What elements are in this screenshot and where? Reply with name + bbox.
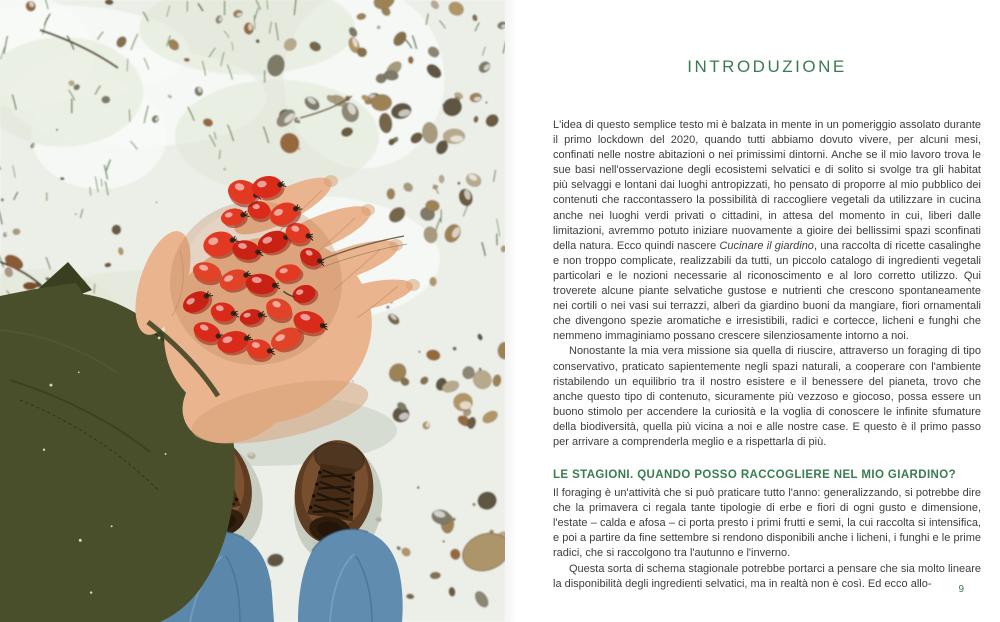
chapter-title: INTRODUZIONE <box>687 57 847 76</box>
right-page <box>505 0 1000 622</box>
paragraph-1 <box>553 118 981 344</box>
text-column <box>553 0 981 592</box>
book-title-italic: Cucinare il giardino <box>719 239 814 252</box>
paragraph-1-continued: , una raccolta di ricette casalinghe e non troppo complicate, realizzabili da tutti, un piccolo catalogo di ingredienti vegetali particolari e le nozioni necessarie al riconoscimento e al loro corretto utilizzo. Qui troverete alcune piante selvatiche gustose e nutrienti che crescono spontaneamente nei cortili o nei vasi sui terrazzi, alberi da giardino buoni da mangiare, fiori ornamentali che divengono spezie aromatiche e irresistibili, radici e cortecce, licheni e funghi che nemmeno immaginiamo possano crescere silenziosamente intorno a noi. <box>553 239 981 343</box>
page-number: 9 <box>958 584 964 595</box>
paragraph-2: Nonostante la mia vera missione sia quella di riuscire, attraverso un foraging di tipo conservativo, praticato sapientemente negli spazi naturali, a cooperare con l'ambiente ristabilendo un equilibrio tra il nostro esistere e il benessere del pianeta, trovo che anche questo tipo di contenuto, sicuramente più vezzoso e giocoso, possa essere un buono stimolo per accendere la curiosità e la voglia di conoscere le infinite sfumature della biodiversità, quella più vicina a noi e alle nostre case. E questo è il primo passo per arrivare a comprenderla meglio e a rispettarla di più. <box>553 345 981 448</box>
paragraph-4: Questa sorta di schema stagionale potrebbe portarci a pensare che sia molto lineare la disponibilità degli ingredienti selvatici, ma in realtà non è così. Ed ecco allo- <box>553 562 981 590</box>
section-heading: LE STAGIONI. QUANDO POSSO RACCOGLIERE NEL MIO GIARDINO? <box>553 469 957 482</box>
paragraph-3: Il foraging è un'attività che si può praticare tutto l'anno: generalizzando, si potrebbe dire che la primavera ci regala tante tipologie di erbe e fiori di ogni gusto e dimensione, l'estate – calda e afosa – ci porta presto i primi frutti e semi, la cui raccolta si intensifica, e poi a partire da fine settembre si rendono disponibili anche i licheni, i funghi e le prime radici, che si raccolgono tra l'autunno e l'inverno. <box>553 487 981 560</box>
paragraph-1-text: L'idea di questo semplice testo mi è balzata in mente in un pomeriggio assolato durante il primo lockdown del 2020, quando tutti abbiamo dovuto vivere, per alcuni mesi, confinati nelle nostre abitazioni o nei primissimi dintorni. Anche se il mio lavoro trova le sue basi nell'osservazione degli ecosistemi selvatici e di solito si svolge tra gli habitat più selvaggi e lontani dai luoghi antropizzati, ho pensato di proporre al mio pubblico dei contenuti che raccontassero la possibilità di raccogliere vegetali da utilizzare in cucina anche nei luoghi verdi privati o cittadini, in attesa del momento in cui, liberi dalle limitazioni, avremmo potuto iniziare nuovamente a gioire dei bellissimi spazi sconfinati della natura. Ecco quindi nascere <box>553 119 981 252</box>
